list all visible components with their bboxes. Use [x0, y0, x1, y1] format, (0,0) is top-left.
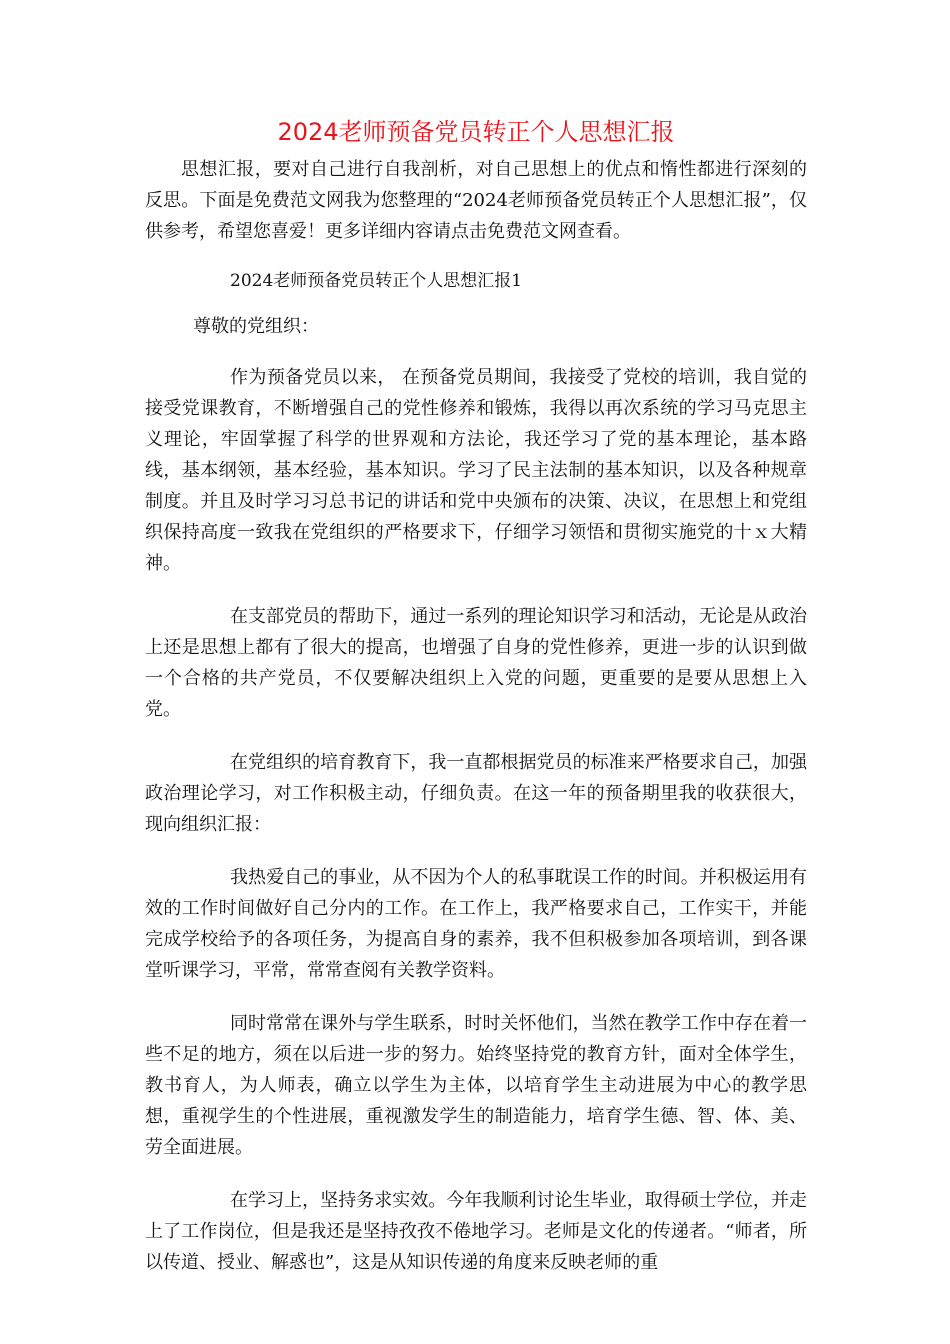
- body-paragraph-5: 同时常常在课外与学生联系，时时关怀他们，当然在教学工作中存在着一些不足的地方，须在以后进一步的努力。始终坚持党的教育方针，面对全体学生，教书育人，为人师表，确立以学生为主体，以培育学生主动进展为中心的教学思想，重视学生的个性进展，重视激发学生的制造能力，培育学生德、智、体、美、劳全面进展。: [145, 1013, 807, 1158]
- body-paragraph-4: 我热爱自己的事业，从不因为个人的私事耽误工作的时间。并积极运用有效的工作时间做好自己分内的工作。在工作上，我严格要求自己，工作实干，并能完成学校给予的各项任务，为提高自身的素养，我不但积极参加各项培训，到各课堂听课学习，平常，常常查阅有关教学资料。: [145, 867, 807, 981]
- salutation: 尊敬的党组织：: [193, 316, 319, 337]
- document-page: [145, 112, 807, 1278]
- intro-paragraph: 思想汇报，要对自己进行自我剖析，对自己思想上的优点和惰性都进行深刻的反思。下面是免费范文网我为您整理的“2024老师预备党员转正个人思想汇报”，仅供参考，希望您喜爱！更多详细内容请点击免费范文网查看。: [145, 159, 807, 242]
- body-paragraph-2: 在支部党员的帮助下，通过一系列的理论知识学习和活动，无论是从政治上还是思想上都有了很大的提高，也增强了自身的党性修养，更进一步的认识到做一个合格的共产党员，不仅要解决组织上入党的问题，更重要的是要从思想上入党。: [145, 606, 807, 720]
- body-paragraph-3: 在党组织的培育教育下，我一直都根据党员的标准来严格要求自己，加强政治理论学习，对工作积极主动，仔细负责。在这一年的预备期里我的收获很大，现向组织汇报：: [145, 752, 807, 835]
- section-subtitle: 2024老师预备党员转正个人思想汇报1: [230, 271, 523, 291]
- body-paragraph-1: 作为预备党员以来， 在预备党员期间，我接受了党校的培训，我自觉的接受党课教育，不断增强自己的党性修养和锻炼，我得以再次系统的学习马克思主义理论，牢固掌握了科学的世界观和方法论，我还学习了党的基本理论，基本路线，基本纲领，基本经验，基本知识。学习了民主法制的基本知识，以及各种规章制度。并且及时学习习总书记的讲话和党中央颁布的决策、决议，在思想上和党组织保持高度一致我在党组织的严格要求下，仔细学习领悟和贯彻实施党的十ｘ大精神。: [145, 367, 807, 574]
- body-paragraph-6: 在学习上，坚持务求实效。今年我顺利讨论生毕业，取得硕士学位，并走上了工作岗位，但是我还是坚持孜孜不倦地学习。老师是文化的传递者。“师者，所以传道、授业、解惑也”，这是从知识传递的角度来反映老师的重: [145, 1190, 807, 1273]
- document-title: 2024老师预备党员转正个人思想汇报: [277, 118, 675, 146]
